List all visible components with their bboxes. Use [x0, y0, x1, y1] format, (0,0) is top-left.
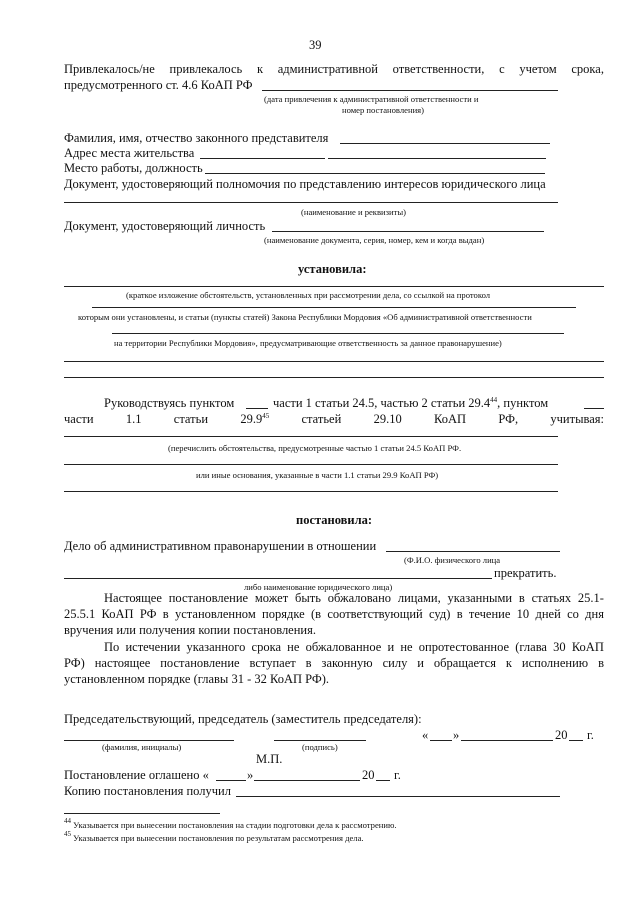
facts-note-1: (краткое изложение обстоятельств, установленных при рассмотрении дела, со ссылкой на протокол: [126, 290, 491, 300]
considering-blank-1[interactable]: [64, 436, 558, 437]
received-blank[interactable]: [236, 796, 560, 797]
effect-line-2: РФ) настоящее постановление вступает в законную силу и обращается к исполнению в: [64, 656, 604, 670]
announced-year-prefix: 20: [362, 768, 375, 782]
doc-rep-note: (наименование и реквизиты): [301, 207, 407, 217]
announced-month-blank[interactable]: [254, 780, 360, 781]
liability-line-1: Привлекалось/не привлекалось к административной ответственности, с учетом срока,: [64, 62, 604, 76]
sign-note: (подпись): [302, 742, 338, 752]
appeal-line-3: вручения или получения копии постановления.: [64, 623, 316, 637]
footnote-45: $^{45}$ Указывается при вынесении постановления по результатам рассмотрения дела.: [64, 830, 364, 843]
considering-blank-3[interactable]: [64, 491, 558, 492]
considering-blank-2[interactable]: [64, 464, 558, 465]
surname-note: (фамилия, инициалы): [102, 742, 182, 752]
footnote-separator: [64, 813, 220, 814]
case-person-blank[interactable]: [386, 551, 560, 552]
considering-note-1: (перечислить обстоятельства, предусмотренные частью 1 статьи 24.5 КоАП РФ.: [168, 443, 462, 453]
liability-note-2: номер постановления): [342, 105, 424, 115]
guided-line-2: части 1.1 статьи 29.9$^{45}$ статьей 29.10 КоАП РФ, учитывая:: [64, 412, 604, 426]
considering-note-2: или иные основания, указанные в части 1.1 статьи 29.9 КоАП РФ): [196, 470, 439, 480]
footnote-44: $^{44}$ Указывается при вынесении постановления на стадии подготовки дела к рассмотрению.: [64, 817, 397, 830]
facts-note-3: на территории Республики Мордовия», предусматривающие ответственность за данное правонарушение): [114, 338, 502, 348]
announced-year-suffix: г.: [394, 768, 401, 782]
address-label: Адрес места жительства: [64, 146, 195, 160]
date-year-blank[interactable]: [569, 740, 583, 741]
appeal-line-2: 25.5.1 КоАП РФ в установленном порядке (в соответствующий суд) в течение 10 дней со дня: [64, 607, 604, 621]
ustanovila-heading: установила:: [298, 262, 367, 276]
facts-blank-1[interactable]: [64, 286, 604, 287]
announced-label: Постановление оглашено «: [64, 768, 209, 782]
effect-line-3: установленном порядке (главы 31 - 32 КоАП РФ).: [64, 672, 330, 686]
case-person-blank-2[interactable]: [64, 578, 492, 579]
work-blank[interactable]: [205, 173, 545, 174]
case-label: Дело об административном правонарушении в отношении: [64, 539, 377, 553]
doc-id-note: (наименование документа, серия, номер, кем и когда выдан): [264, 235, 485, 245]
appeal-line-1: Настоящее постановление может быть обжаловано лицами, указанными в статьях 25.1-: [104, 591, 604, 605]
terminate-text: прекратить.: [494, 566, 557, 580]
liability-line-2: предусмотренного ст. 4.6 КоАП РФ: [64, 78, 253, 92]
facts-blank-4[interactable]: [64, 361, 604, 362]
announced-day-blank[interactable]: [216, 780, 246, 781]
date-day-blank[interactable]: [430, 740, 452, 741]
facts-blank-5[interactable]: [64, 377, 604, 378]
case-note-fio: (Ф.И.О. физического лица: [404, 555, 501, 565]
announced-year-blank[interactable]: [376, 780, 390, 781]
rep-name-label: Фамилия, имя, отчество законного представителя: [64, 131, 329, 145]
guided-line-1a: Руководствуясь пунктом: [104, 396, 235, 410]
doc-id-label: Документ, удостоверяющий личность: [64, 219, 266, 233]
sign-blank[interactable]: [274, 740, 366, 741]
doc-id-blank[interactable]: [272, 231, 544, 232]
liability-note-1: (дата привлечения к административной ответственности и: [264, 94, 479, 104]
facts-blank-2[interactable]: [92, 307, 576, 308]
facts-blank-3[interactable]: [112, 333, 564, 334]
case-note-legal: либо наименование юридического лица): [244, 582, 393, 592]
chair-label: Председательствующий, председатель (заместитель председателя):: [64, 712, 422, 726]
seal-label: М.П.: [256, 752, 283, 766]
doc-rep-label: Документ, удостоверяющий полномочия по представлению интересов юридического лица: [64, 177, 546, 191]
rep-name-blank[interactable]: [340, 143, 550, 144]
liability-date-blank[interactable]: [262, 90, 558, 91]
date-quote-close: »: [453, 728, 460, 742]
received-label: Копию постановления получил: [64, 784, 231, 798]
work-label: Место работы, должность: [64, 161, 203, 175]
facts-note-2: которым они установлены, и статьи (пункты статей) Закона Республики Мордовия «Об административной ответственности: [78, 312, 532, 322]
date-year-suffix: г.: [587, 728, 594, 742]
page-number: 39: [309, 38, 322, 52]
announced-quote-close: »: [247, 768, 254, 782]
guided-point-blank[interactable]: [246, 408, 268, 409]
postanovila-heading: постановила:: [296, 513, 373, 527]
date-month-blank[interactable]: [461, 740, 553, 741]
doc-rep-blank[interactable]: [64, 202, 558, 203]
effect-line-1: По истечении указанного срока не обжалованное и не опротестованное (глава 30 КоАП: [104, 640, 604, 654]
surname-blank[interactable]: [64, 740, 234, 741]
guided-point-blank-2[interactable]: [584, 408, 604, 409]
address-blank-1[interactable]: [200, 158, 325, 159]
address-blank-2[interactable]: [328, 158, 546, 159]
guided-line-1b: части 1 статьи 24.5, частью 2 статьи 29.4$^{44}$, пунктом: [273, 396, 549, 410]
date-quote-open: «: [422, 728, 429, 742]
date-year-prefix: 20: [555, 728, 568, 742]
